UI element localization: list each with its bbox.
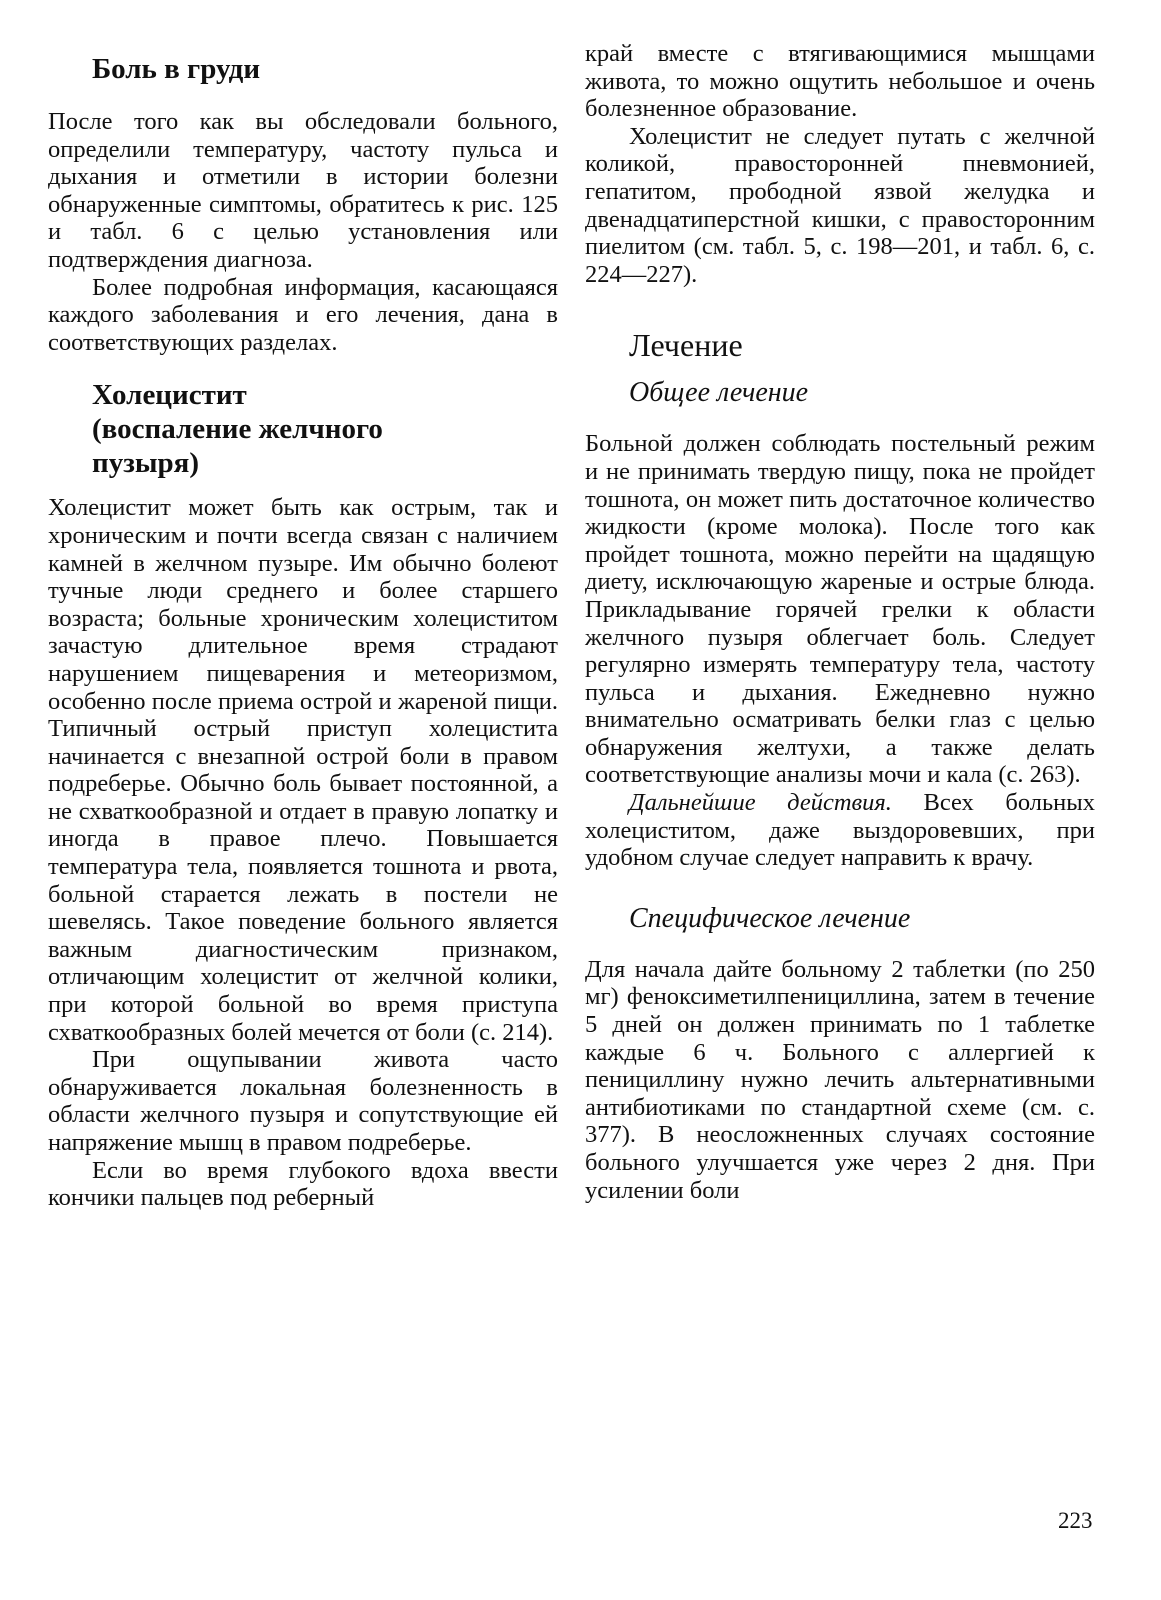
heading-general-treatment: Общее лечение [629,377,809,409]
paragraph-deep-breath: Если во время глубокого вдоха ввести кончики пальцев под реберный [48,1156,558,1212]
heading-cholecystitis-line-3: пузыря) [92,447,199,480]
right-column [585,40,1095,1204]
heading-chest-pain: Боль в груди [92,53,261,85]
paragraph-intro: После того как вы обследовали больного, определили температуру, частоту пульса и дыхания и отметили в истории болезни обнаруженные симптомы, обратитесь к рис. 125 и табл. 6 с целью установления или подтверждения диагноза. [48,108,558,273]
paragraph-specific-treatment: Для начала дайте больному 2 таблетки (по 250 мг) феноксиметилпенициллина, затем в течение 5 дней он должен принимать по 1 таблетке каждые 6 ч. Больного с аллергией к пенициллину нужно лечить альтернативными антибиотиками по стандартной схеме (см. с. 377). В неосложненных случаях состояние больного улучшается уже через 2 дня. При усилении боли [585,955,1095,1204]
heading-cholecystitis-line-2: (воспаление желчного [92,413,383,446]
paragraph-cholecystitis-description: Холецистит может быть как острым, так и хроническим и почти всегда связан с наличием камней в желчном пузыре. Им обычно болеют тучные люди среднего и более старшего возраста; больные хроническим холециститом зачастую длительное время страдают нарушением пищеварения и метеоризмом, особенно после приема острой и жареной пищи. Типичный острый приступ холецистита начинается с внезапной острой боли в правом подреберье. Обычно боль бывает постоянной, а не схваткообразной и отдает в правую лопатку и иногда в правое плечо. Повышается температура тела, появляется тошнота и рвота, больной старается лежать в постели не шевелясь. Такое поведение больного является важным диагностическим признаком, отличающим холецистит от желчной колики, при которой больной во время приступа схваткообразных болей мечется от боли (с. 214). [48,494,558,1046]
page-number: 223 [1058,1508,1093,1533]
left-column [48,40,558,1212]
heading-cholecystitis-line-1: Холецистит [92,379,247,412]
paragraph-further-actions [585,789,1095,872]
heading-specific-treatment: Специфическое лечение [629,902,911,934]
heading-cholecystitis [92,378,558,480]
paragraph-palpation: При ощупывании живота часто обнаруживается локальная болезненность в области желчного пузыря и сопутствующие ей напряжение мышц в правом подреберье. [48,1046,558,1156]
paragraph-continuation: край вместе с втягивающимися мышцами живота, то можно ощутить небольшое и очень болезненное образование. [585,40,1095,123]
paragraph-more-info: Более подробная информация, касающаяся каждого заболевания и его лечения, дана в соответствующих разделах. [48,273,558,356]
paragraph-differential: Холецистит не следует путать с желчной коликой, правосторонней пневмонией, гепатитом, прободной язвой желудка и двенадцатиперстной кишки, с правосторонним пиелитом (см. табл. 5, с. 198—201, и табл. 6, с. 224—227). [585,122,1095,288]
paragraph-general-treatment: Больной должен соблюдать постельный режим и не принимать твердую пищу, пока не пройдет тошнота, он может пить достаточное количество жидкости (кроме молока). После того как пройдет тошнота, можно перейти на щадящую диету, исключающую жареные и острые блюда. Прикладывание горячей грелки к области желчного пузыря облегчает боль. Следует регулярно измерять температуру тела, частоту пульса и дыхания. Ежедневно нужно внимательно осматривать белки глаз с целью обнаружения желтухи, а также делать соответствующие анализы мочи и кала (с. 263). [585,430,1095,789]
heading-treatment: Лечение [629,327,743,364]
further-actions-text: Всех больных холециститом, даже выздоровевших, при удобном случае следует направить к врачу. [585,789,1095,872]
further-actions-lead: Дальнейшие действия. [629,789,892,817]
